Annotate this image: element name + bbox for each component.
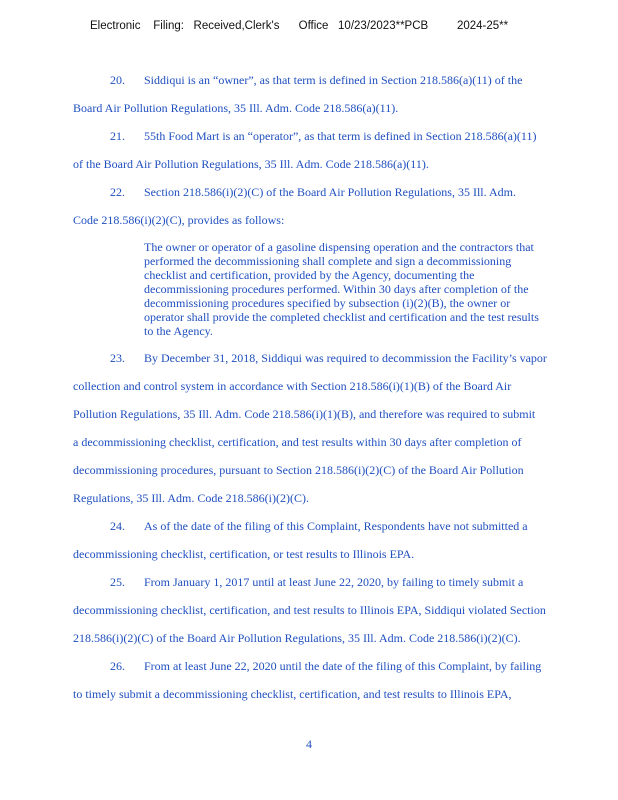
- paragraph-20-line: Board Air Pollution Regulations, 35 Ill. Adm. Code 218.586(a)(11).: [73, 101, 399, 115]
- paragraph-text: As of the date of the filing of this Complaint, Respondents have not submitted a: [144, 519, 528, 533]
- paragraph-26-line: to timely submit a decommissioning checklist, certification, and test results to Illinois EPA,: [73, 687, 512, 701]
- paragraph-26: [110, 659, 541, 674]
- paragraph-21-line: of the Board Air Pollution Regulations, 35 Ill. Adm. Code 218.586(a)(11).: [73, 157, 429, 171]
- paragraph-22-line: Code 218.586(i)(2)(C), provides as follows:: [73, 213, 285, 227]
- paragraph-24: [110, 519, 528, 534]
- electronic-filing-header: Electronic Filing: Received,Clerk's Office 10/23/2023**PCB 2024-25**: [90, 20, 509, 32]
- paragraph-text: Section 218.586(i)(2)(C) of the Board Air Pollution Regulations, 35 Ill. Adm.: [144, 185, 516, 199]
- paragraph-text: From January 1, 2017 until at least June 22, 2020, by failing to timely submit a: [144, 575, 524, 589]
- quote-line: The owner or operator of a gasoline dispensing operation and the contractors that: [144, 240, 534, 254]
- paragraph-23-line: Regulations, 35 Ill. Adm. Code 218.586(i)(2)(C).: [73, 491, 309, 505]
- quote-line: decommissioning procedures performed. Within 30 days after completion of the: [144, 282, 529, 296]
- paragraph-text: 55th Food Mart is an “operator”, as that term is defined in Section 218.586(a)(11): [144, 129, 537, 143]
- paragraph-number: 24.: [110, 519, 125, 533]
- paragraph-text: Siddiqui is an “owner”, as that term is defined in Section 218.586(a)(11) of the: [144, 73, 523, 87]
- paragraph-23: [110, 351, 547, 366]
- quote-line: performed the decommissioning shall complete and sign a decommissioning: [144, 254, 512, 268]
- paragraph-number: 20.: [110, 73, 125, 87]
- paragraph-number: 21.: [110, 129, 125, 143]
- paragraph-23-line: collection and control system in accordance with Section 218.586(i)(1)(B) of the Board Air: [73, 379, 512, 393]
- quote-line: decommissioning procedures specified by subsection (i)(2)(B), the owner or: [144, 296, 511, 310]
- paragraph-number: 26.: [110, 659, 125, 673]
- paragraph-text: By December 31, 2018, Siddiqui was required to decommission the Facility’s vapor: [144, 351, 547, 365]
- block-quote: [144, 240, 586, 338]
- paragraph-25: [110, 575, 523, 590]
- paragraph-25-line: 218.586(i)(2)(C) of the Board Air Pollution Regulations, 35 Ill. Adm. Code 218.586(i)(2)(C).: [73, 631, 521, 645]
- quote-line: to the Agency.: [144, 324, 213, 338]
- paragraph-23-line: decommissioning procedures, pursuant to Section 218.586(i)(2)(C) of the Board Air Pollution: [73, 463, 524, 477]
- quote-line: checklist and certification, provided by the Agency, documenting the: [144, 268, 475, 282]
- paragraph-text: From at least June 22, 2020 until the date of the filing of this Complaint, by failing: [144, 659, 542, 673]
- paragraph-number: 23.: [110, 351, 125, 365]
- page-number: 4: [306, 737, 312, 751]
- paragraph-number: 22.: [110, 185, 125, 199]
- paragraph-23-line: Pollution Regulations, 35 Ill. Adm. Code 218.586(i)(1)(B), and therefore was required to submit: [73, 407, 536, 421]
- paragraph-number: 25.: [110, 575, 125, 589]
- paragraph-21: [110, 129, 536, 144]
- paragraph-20: [110, 73, 522, 88]
- paragraph-24-line: decommissioning checklist, certification, or test results to Illinois EPA.: [73, 547, 415, 561]
- paragraph-22: [110, 185, 516, 200]
- paragraph-25-line: decommissioning checklist, certification, and test results to Illinois EPA, Siddiqui violated Section: [73, 603, 546, 617]
- paragraph-23-line: a decommissioning checklist, certification, and test results within 30 days after completion of: [73, 435, 522, 449]
- quote-line: operator shall provide the completed checklist and certification and the test results: [144, 310, 539, 324]
